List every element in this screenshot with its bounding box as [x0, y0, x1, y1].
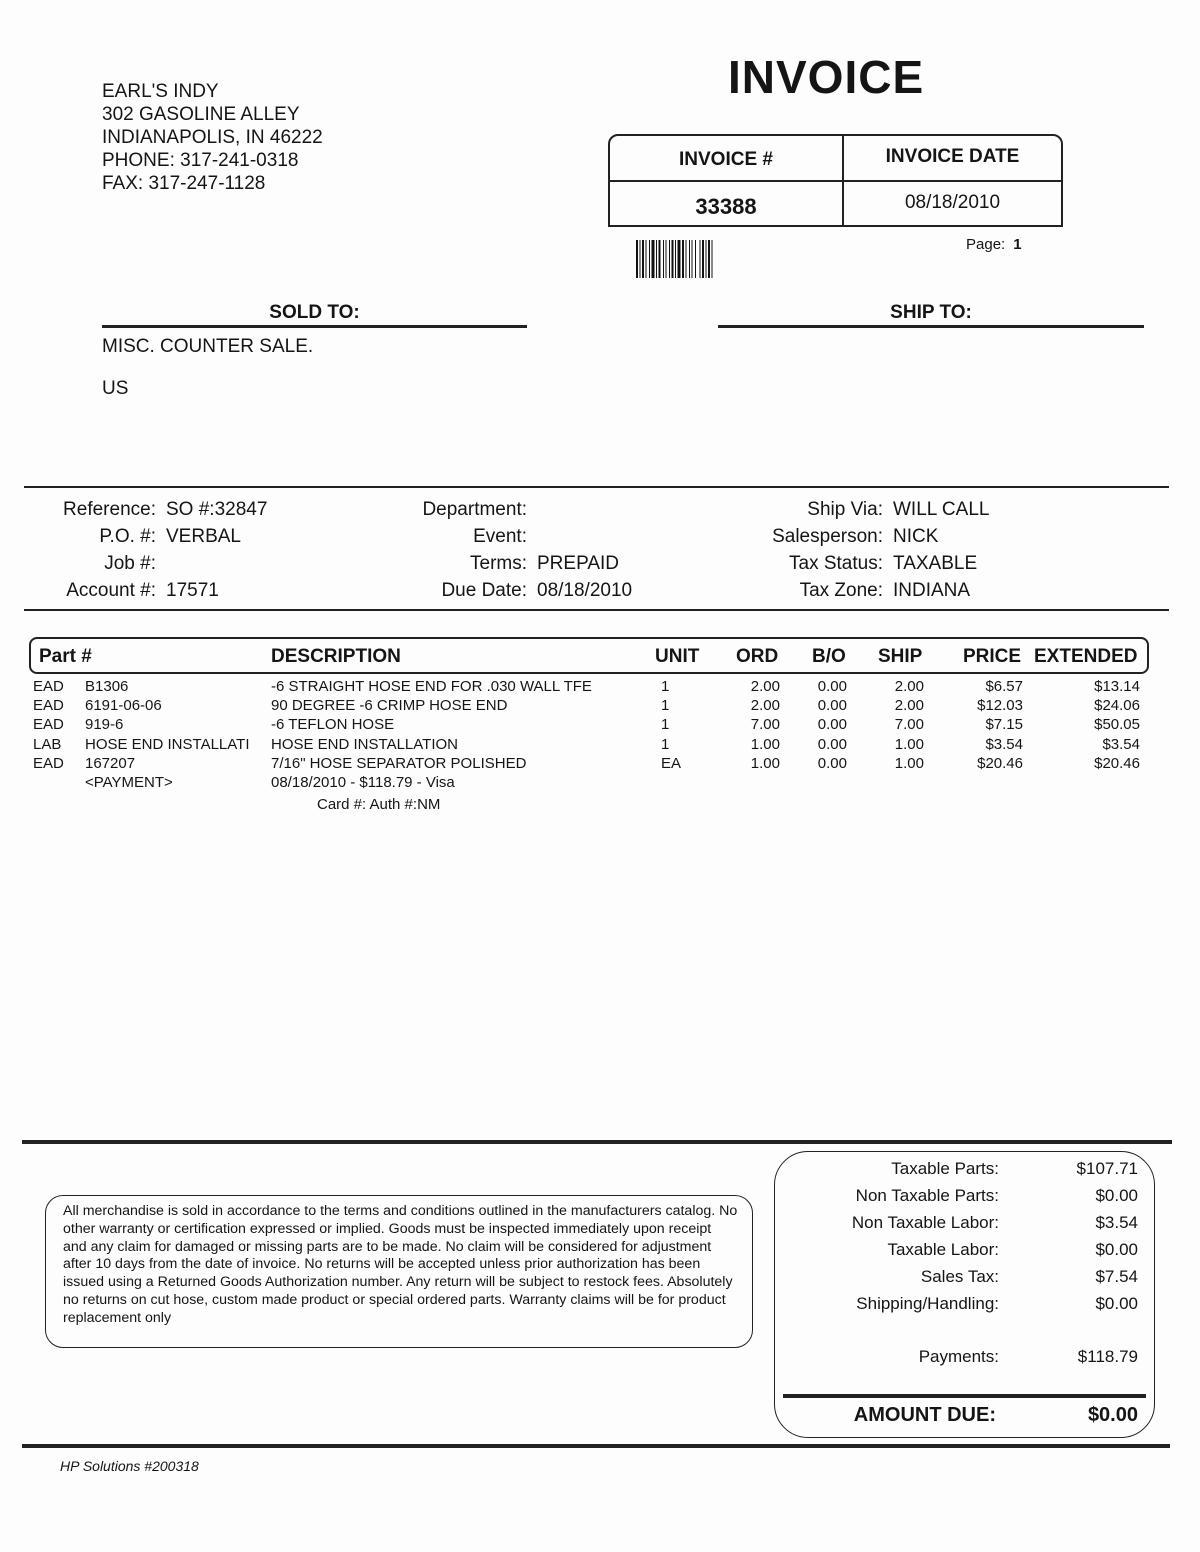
- column-header-description: DESCRIPTION: [271, 646, 401, 667]
- payment-label: <PAYMENT>: [85, 773, 173, 791]
- meta-label: Tax Zone:: [799, 580, 883, 601]
- cell-ord: 1.00: [750, 735, 780, 753]
- column-header-bo: B/O: [812, 646, 846, 667]
- cell-part: B1306: [85, 678, 129, 695]
- cell-description: -6 STRAIGHT HOSE END FOR .030 WALL TFE: [271, 678, 592, 695]
- column-header-ship: SHIP: [878, 646, 923, 667]
- cell-part: 167207: [85, 754, 136, 772]
- total-value: $0.00: [1095, 1186, 1138, 1205]
- meta-label: Department:: [422, 499, 527, 520]
- company-fax: FAX: 317-247-1128: [102, 173, 266, 194]
- meta-label: Due Date:: [441, 580, 527, 601]
- invoice-number: 33388: [695, 194, 757, 219]
- sold-to-name: MISC. COUNTER SALE.: [102, 336, 314, 357]
- column-header-extended: EXTENDED: [1034, 646, 1138, 667]
- meta-account: [40, 577, 267, 604]
- cell-extended: $20.46: [1094, 754, 1140, 772]
- cell-unit: 1: [661, 697, 670, 715]
- cell-bo: 0.00: [817, 716, 847, 734]
- section-rule: [24, 609, 1169, 611]
- meta-label: Job #:: [104, 553, 156, 574]
- cell-ship: 1.00: [894, 754, 924, 772]
- totals-box: [774, 1151, 1155, 1438]
- cell-part: 6191-06-06: [85, 697, 162, 715]
- total-label: Sales Tax:: [920, 1267, 999, 1286]
- cell-ord: 2.00: [750, 678, 780, 695]
- cell-unit: EA: [661, 754, 682, 772]
- cell-bo: 0.00: [817, 735, 847, 753]
- sold-to-heading: SOLD TO:: [269, 302, 360, 323]
- cell-bo: 0.00: [817, 697, 847, 715]
- invoice-number-label: INVOICE #: [679, 149, 773, 170]
- total-value: $0.00: [1095, 1294, 1138, 1313]
- cell-prefix: EAD: [33, 678, 64, 695]
- cell-prefix: EAD: [33, 697, 64, 715]
- ship-to-heading: SHIP TO:: [890, 302, 972, 323]
- meta-label: Salesperson:: [772, 526, 883, 547]
- total-value: $3.54: [1095, 1213, 1138, 1232]
- meta-value: TAXABLE: [893, 553, 978, 574]
- meta-label: Reference:: [63, 499, 156, 520]
- barcode-image: [636, 240, 782, 278]
- sold-to-country: US: [102, 378, 129, 399]
- meta-right: [740, 496, 989, 604]
- meta-po: [40, 523, 267, 550]
- cell-ship: 2.00: [894, 697, 924, 715]
- cell-description: 90 DEGREE -6 CRIMP HOSE END: [271, 697, 508, 715]
- cell-price: $3.54: [985, 735, 1023, 753]
- meta-left: [40, 496, 267, 604]
- meta-value: WILL CALL: [893, 499, 990, 520]
- cell-unit: 1: [661, 678, 670, 695]
- cell-description: -6 TEFLON HOSE: [271, 716, 395, 734]
- amount-due-value: $0.00: [1087, 1404, 1138, 1426]
- total-label: Non Taxable Parts:: [855, 1186, 999, 1205]
- total-value: $7.54: [1095, 1267, 1138, 1286]
- cell-ship: 1.00: [894, 735, 924, 753]
- cell-price: $12.03: [977, 697, 1023, 715]
- meta-value: PREPAID: [537, 553, 620, 574]
- amount-due-label: AMOUNT DUE:: [853, 1404, 996, 1426]
- cell-part: HOSE END INSTALLATI: [85, 735, 250, 753]
- company-street: 302 GASOLINE ALLEY: [102, 104, 300, 125]
- cell-extended: $50.05: [1094, 716, 1140, 734]
- terms-and-conditions: All merchandise is sold in accordance to the terms and conditions outlined in the manufacturers catalog. No other warranty or certification expressed or implied. Goods must be inspected immediately upon receipt and any claim for damaged or missing parts are to be made. No claim will be considered for adjustment after 10 days from the date of invoice. No returns will be accepted unless prior authorization has been issued using a Returned Goods Authorization number. Any return will be subject to restock fees. Absolutely no returns on cut hose, custom made product or special ordered parts. Warranty claims will be for product replacement only: [45, 1195, 753, 1348]
- amount-due-rule: [783, 1394, 1146, 1398]
- meta-ship-via: [740, 496, 989, 523]
- total-label: Payments:: [918, 1347, 999, 1366]
- total-value: $107.71: [1076, 1159, 1138, 1178]
- invoice-date: 08/18/2010: [904, 192, 1001, 213]
- cell-prefix: LAB: [33, 735, 62, 753]
- cell-unit: 1: [661, 716, 670, 734]
- meta-department: [400, 496, 632, 523]
- meta-event: [400, 523, 632, 550]
- cell-extended: $13.14: [1094, 678, 1140, 695]
- column-header-part: Part #: [39, 646, 92, 667]
- footer-text: HP Solutions #200318: [60, 1458, 199, 1474]
- meta-label: Tax Status:: [789, 553, 883, 574]
- total-label: Taxable Labor:: [887, 1240, 999, 1259]
- cell-ord: 2.00: [750, 697, 780, 715]
- company-name: EARL'S INDY: [102, 81, 219, 102]
- cell-part: 919-6: [85, 716, 124, 734]
- company-city: INDIANAPOLIS, IN 46222: [102, 127, 323, 148]
- cell-ship: 7.00: [894, 716, 924, 734]
- meta-label: Terms:: [470, 553, 527, 574]
- cell-price: $20.46: [977, 754, 1023, 772]
- section-rule: [22, 1140, 1172, 1144]
- cell-unit: 1: [661, 735, 670, 753]
- items-table-header: [29, 637, 1149, 674]
- cell-price: $6.57: [985, 678, 1023, 695]
- meta-value: 08/18/2010: [537, 580, 633, 601]
- meta-label: Event:: [473, 526, 527, 547]
- meta-due-date: [400, 577, 632, 604]
- meta-label: P.O. #:: [99, 526, 156, 547]
- total-label: Non Taxable Labor:: [851, 1213, 999, 1232]
- meta-value: VERBAL: [166, 526, 241, 547]
- meta-salesperson: [740, 523, 989, 550]
- meta-label: Ship Via:: [807, 499, 883, 520]
- payment-detail: 08/18/2010 - $118.79 - Visa: [271, 773, 455, 791]
- total-value: $118.79: [1077, 1347, 1138, 1366]
- invoice-date-label: INVOICE DATE: [885, 146, 1020, 167]
- meta-reference: [40, 496, 267, 523]
- meta-value: SO #:32847: [166, 499, 268, 520]
- cell-prefix: EAD: [33, 754, 64, 772]
- company-address: [102, 80, 323, 195]
- page-indicator: [966, 236, 1022, 253]
- sold-to-underline: [102, 325, 527, 328]
- ship-to-underline: [718, 325, 1144, 328]
- page-number: 1: [1013, 236, 1022, 253]
- cell-extended: $24.06: [1094, 697, 1140, 715]
- cell-price: $7.15: [985, 716, 1023, 734]
- cell-prefix: EAD: [33, 716, 64, 734]
- meta-middle: [400, 496, 632, 604]
- cell-description: 7/16" HOSE SEPARATOR POLISHED: [271, 754, 527, 772]
- cell-ord: 1.00: [750, 754, 780, 772]
- cell-extended: $3.54: [1102, 735, 1140, 753]
- meta-job: [40, 550, 267, 577]
- meta-value: NICK: [893, 526, 939, 547]
- meta-label: Account #:: [66, 580, 156, 601]
- section-rule: [24, 486, 1169, 488]
- meta-tax-status: [740, 550, 989, 577]
- meta-terms: [400, 550, 632, 577]
- cell-description: HOSE END INSTALLATION: [271, 735, 458, 753]
- cell-ord: 7.00: [750, 716, 780, 734]
- page-label: Page:: [966, 236, 1006, 253]
- meta-value: INDIANA: [893, 580, 971, 601]
- column-header-unit: UNIT: [655, 646, 700, 667]
- meta-value: 17571: [166, 580, 219, 601]
- document-title: INVOICE: [728, 51, 925, 103]
- total-label: Taxable Parts:: [891, 1159, 999, 1178]
- invoice-info-box: [608, 134, 1063, 227]
- cell-ship: 2.00: [894, 678, 924, 695]
- column-header-ord: ORD: [736, 646, 779, 667]
- cell-bo: 0.00: [817, 678, 847, 695]
- divider: [610, 180, 1061, 182]
- total-label: Shipping/Handling:: [856, 1294, 999, 1313]
- total-value: $0.00: [1095, 1240, 1138, 1259]
- payment-card: Card #: Auth #:NM: [317, 796, 441, 814]
- cell-bo: 0.00: [817, 754, 847, 772]
- column-header-price: PRICE: [963, 646, 1022, 667]
- company-phone: PHONE: 317-241-0318: [102, 150, 299, 171]
- section-rule: [22, 1444, 1170, 1448]
- meta-tax-zone: [740, 577, 989, 604]
